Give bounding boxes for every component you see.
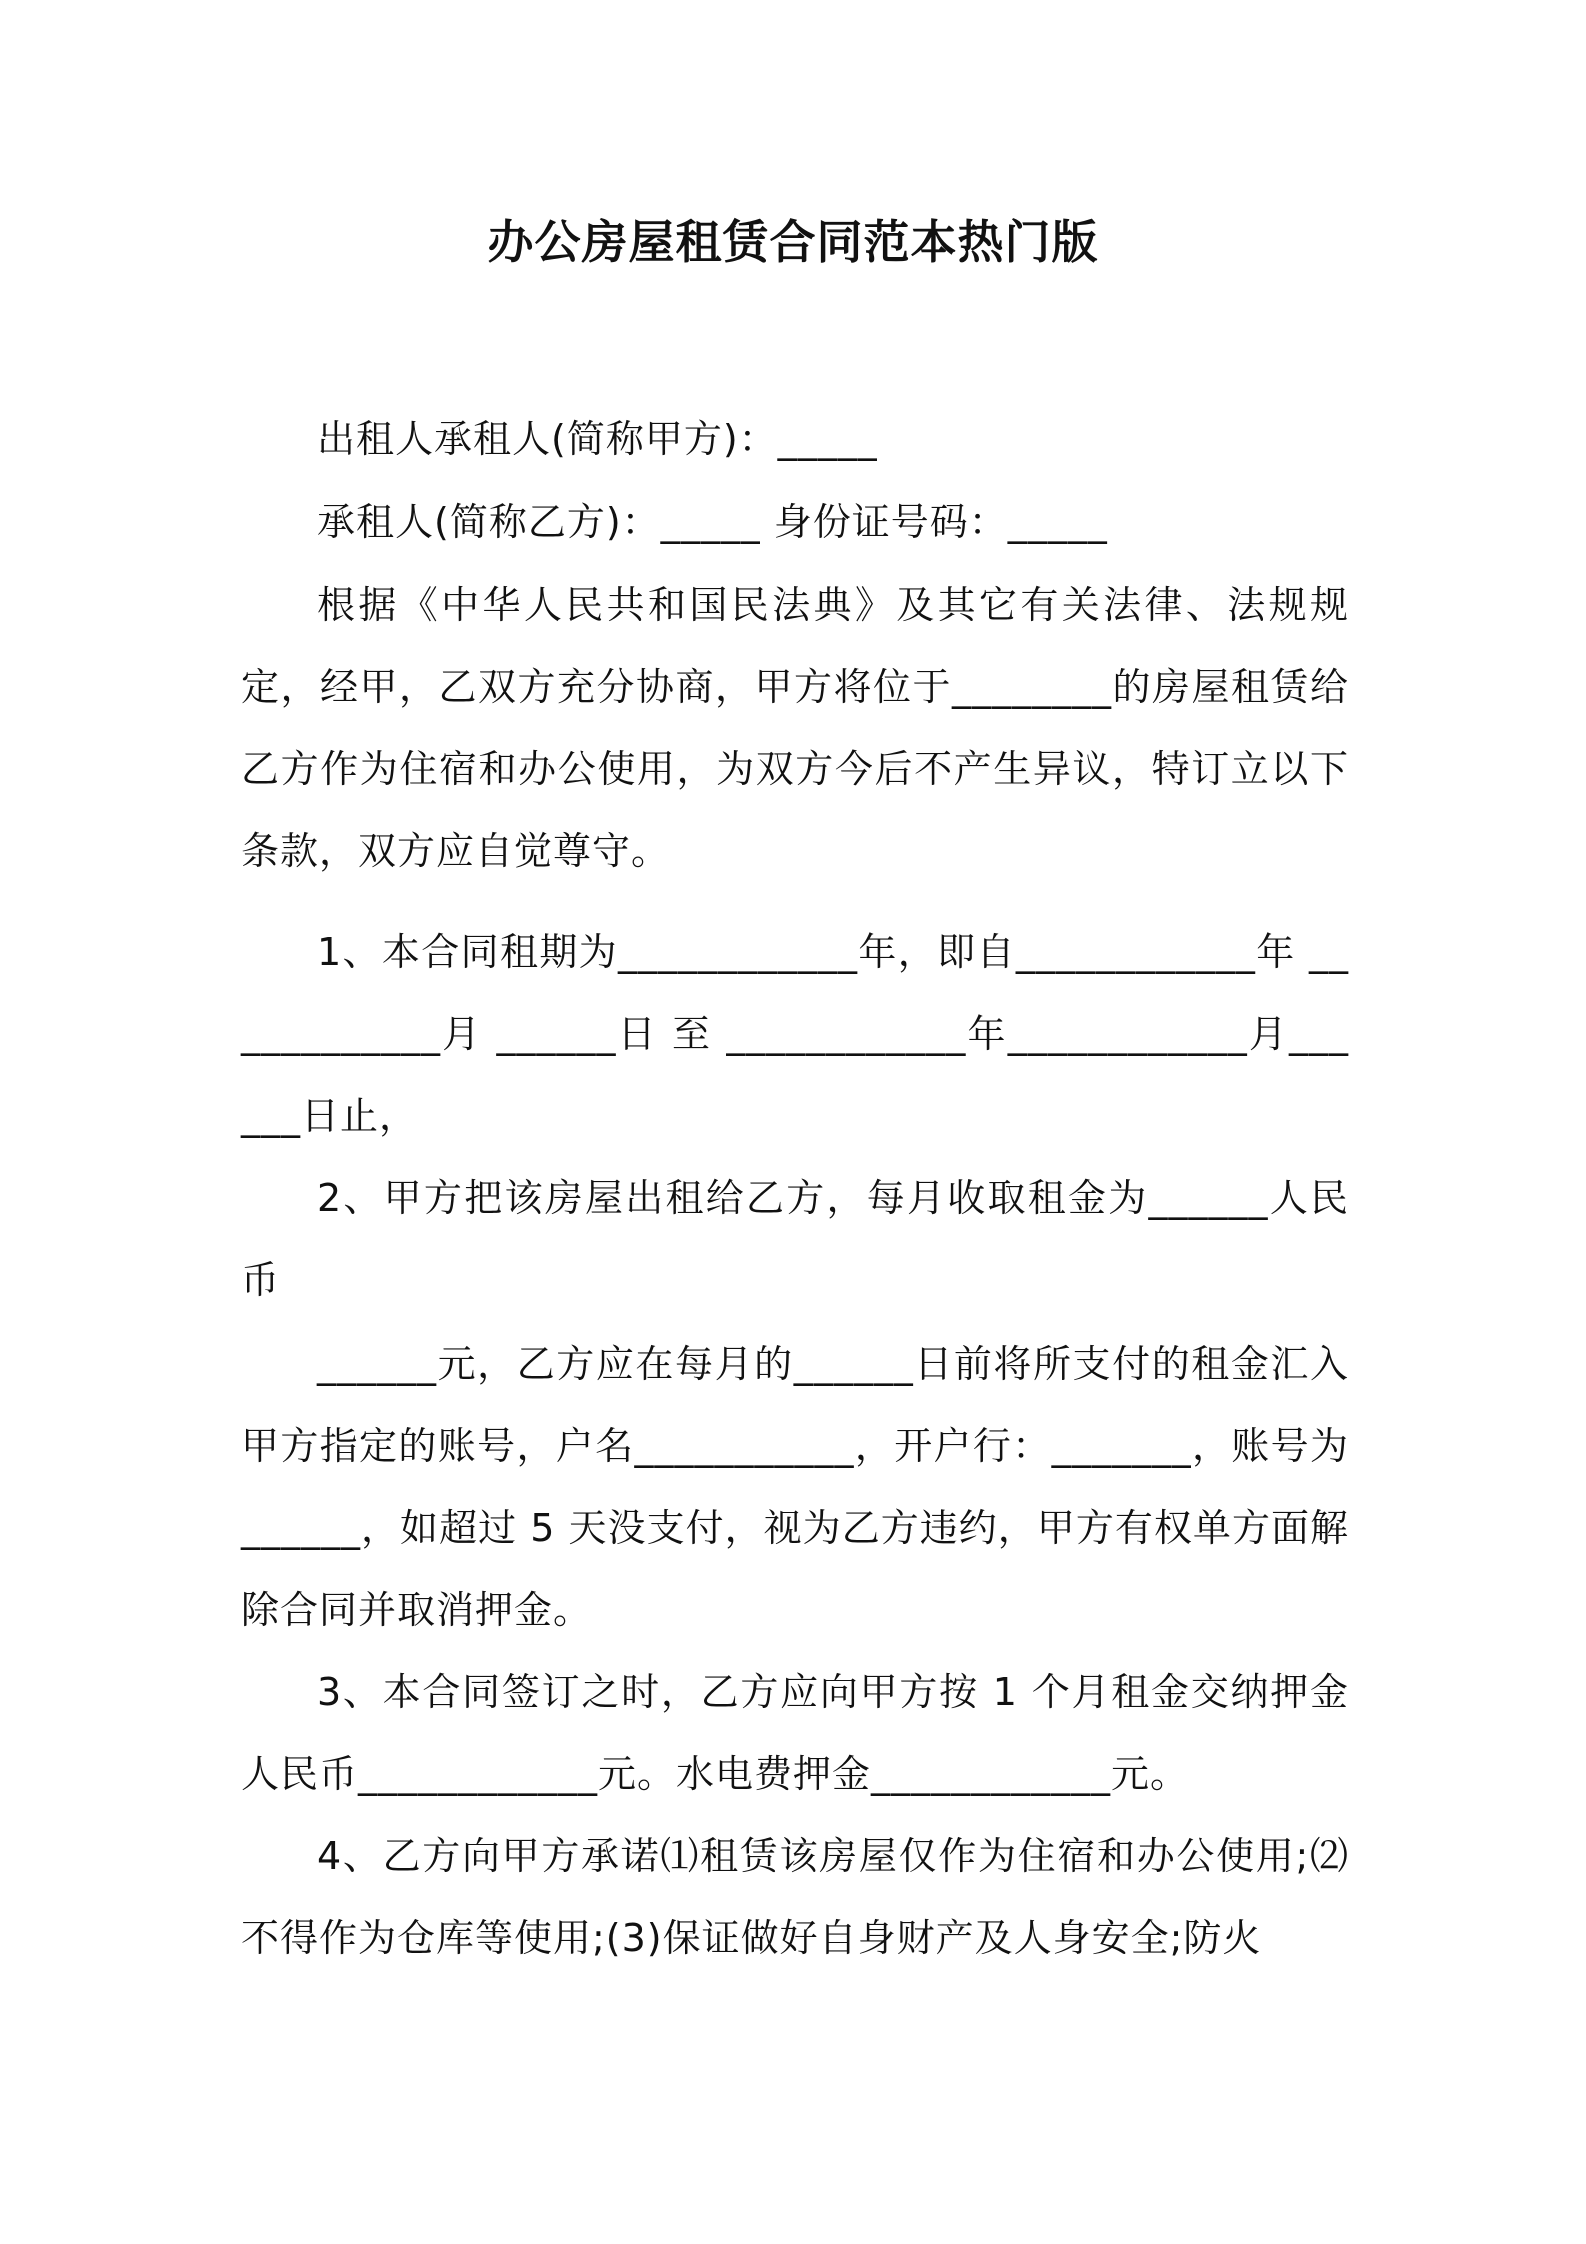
lessee-line: 承租人(简称乙方)：_____ 身份证号码：_____ xyxy=(317,500,1108,544)
clause-2-continuation-paragraph: ______元，乙方应在每月的______日前将所支付的租金汇入甲方指定的账号，户名___________，开户行：_______，账号为______，如超过 5 天没支付，视为乙方违约，甲方有权单方面解除合同并取消押金。 xyxy=(241,1342,1349,1632)
lessor-line: 出租人承租人(简称甲方)：_____ xyxy=(317,417,878,461)
document-title: 办公房屋租赁合同范本热门版 xyxy=(487,215,1099,269)
clause-3-paragraph: 3、本合同签订之时，乙方应向甲方按 1 个月租金交纳押金人民币____________元。水电费押金____________元。 xyxy=(241,1670,1349,1796)
preamble-paragraph: 根据《中华人民共和国民法典》及其它有关法律、法规规定，经甲，乙双方充分协商，甲方将位于________的房屋租赁给乙方作为住宿和办公使用，为双方今后不产生异议，特订立以下条款，双方应自觉尊守。 xyxy=(241,583,1349,873)
clause-1-paragraph: 1、本合同租期为____________年，即自____________年 ____________月 ______日 至 ____________年____________月______日止， xyxy=(241,930,1349,1138)
clause-2-paragraph: 2、甲方把该房屋出租给乙方，每月收取租金为______人民币 xyxy=(241,1176,1349,1302)
clause-4-paragraph: 4、乙方向甲方承诺⑴租赁该房屋仅作为住宿和办公使用;⑵不得作为仓库等使用;(3)保证做好自身财产及人身安全;防火 xyxy=(241,1834,1349,1960)
